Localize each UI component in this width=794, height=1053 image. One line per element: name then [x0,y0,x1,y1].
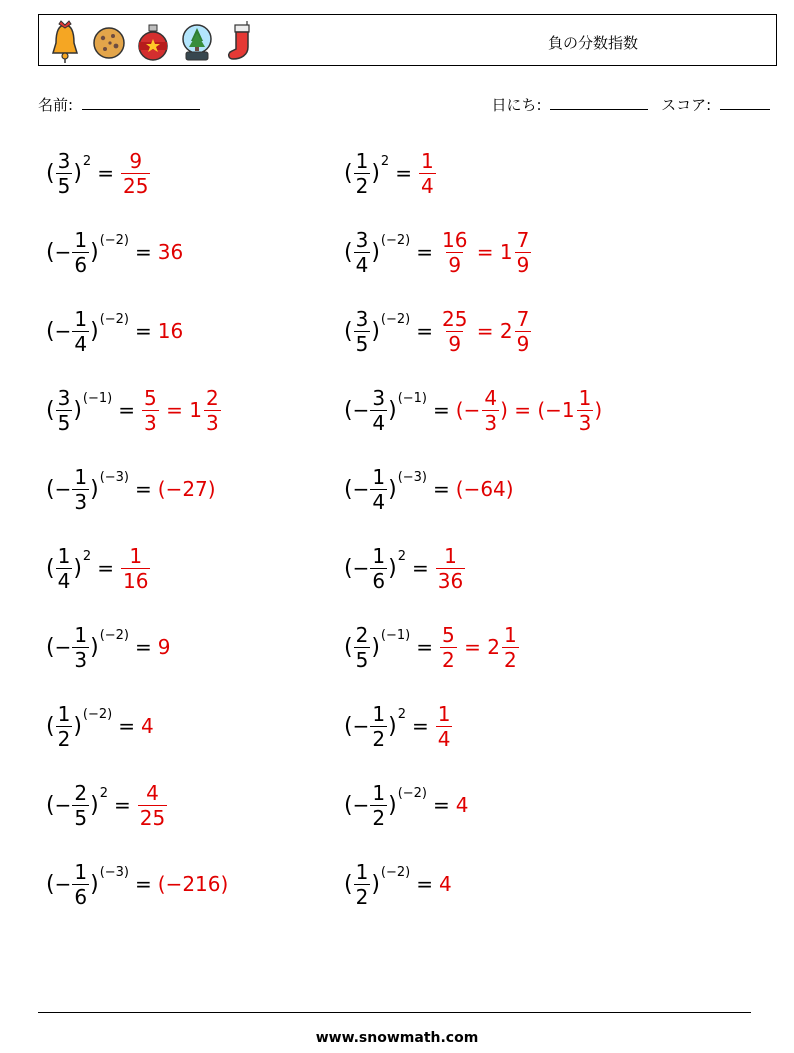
equals-sign: = [135,477,152,501]
problem-item [46,694,155,758]
base-denominator: 2 [372,726,386,751]
score-label: スコア: [661,96,712,114]
problem-row [46,615,766,694]
minus-sign: − [352,793,370,817]
minus-sign: − [54,477,72,501]
answer-numerator: 25 [442,306,468,331]
base-fraction [56,544,73,593]
close-paren: ) [73,397,82,423]
answer-fraction [515,307,532,356]
close-paren: ) [388,476,397,502]
problem-item [46,852,229,916]
problem-item [344,457,515,521]
equals-sign: = [395,161,412,185]
base-numerator: 3 [355,306,369,331]
close-paren: ) [371,160,380,186]
open-paren: ( [46,634,55,660]
exponent: (−1) [82,390,113,406]
ornament-icon [135,19,171,63]
base-fraction [354,860,371,909]
answer-text: = 2 [470,319,513,343]
close-paren: ) [371,239,380,265]
answer [141,386,222,435]
exponent: 2 [82,153,92,169]
problem-row [46,852,766,931]
answer-numerator: 4 [146,780,159,805]
equals-sign: = [118,714,135,738]
answer-denominator: 9 [516,331,530,356]
answer-numerator: 1 [420,148,434,173]
answer-text: = 2 [457,635,500,659]
open-paren: ( [46,555,55,581]
equals-sign: = [433,398,450,422]
equals-sign: = [416,319,433,343]
answer-fraction [436,702,453,751]
answer-numerator: 1 [129,543,143,568]
answer-numerator: 5 [144,385,157,410]
minus-sign: − [54,240,72,264]
answer-denominator: 25 [139,805,166,830]
close-paren: ) [371,871,380,897]
base-denominator: 5 [57,173,71,198]
problem-row [46,694,766,773]
answer-numerator: 1 [503,622,517,647]
minus-sign: − [54,319,72,343]
minus-sign: − [54,872,72,896]
base-fraction [72,228,89,277]
close-paren: ) [90,792,99,818]
worksheet-title: 負の分数指数 [547,34,638,52]
close-paren: ) [90,239,99,265]
base-fraction [354,228,371,277]
answer-fraction [436,544,465,593]
problem-item [344,615,520,679]
exponent: (−2) [99,311,129,327]
base-numerator: 1 [74,622,88,647]
answer-denominator: 2 [442,647,455,672]
answer [158,477,217,501]
answer-fraction [121,544,150,593]
base-numerator: 1 [74,227,88,252]
base-fraction [72,781,89,830]
answer-text: 36 [157,240,184,264]
base-numerator: 2 [355,622,369,647]
problem-item [46,536,151,600]
base-fraction [72,307,89,356]
open-paren: ( [344,555,353,581]
footer-divider [38,1012,751,1013]
answer-denominator: 4 [420,173,434,198]
base-fraction [370,544,387,593]
exponent: (−3) [99,469,129,485]
answer-numerator: 5 [442,622,455,647]
minus-sign: − [352,477,370,501]
open-paren: ( [344,634,353,660]
base-denominator: 6 [74,252,88,277]
equals-sign: = [433,477,450,501]
minus-sign: − [54,635,72,659]
answer [439,623,520,672]
answer [456,793,470,817]
answer [141,714,155,738]
open-paren: ( [46,792,55,818]
minus-sign: − [352,398,370,422]
base-denominator: 5 [355,331,369,356]
open-paren: ( [344,792,353,818]
base-denominator: 5 [74,805,88,830]
answer-text: (−27) [157,477,216,501]
equals-sign: = [118,398,135,422]
base-numerator: 3 [57,148,71,173]
answer [158,872,230,896]
base-denominator: 3 [74,647,88,672]
answer-text: ) [594,398,603,422]
close-paren: ) [388,792,397,818]
answer-fraction [440,228,469,277]
base-fraction [56,702,73,751]
minus-sign: − [352,556,370,580]
answer-fraction [502,623,519,672]
exponent: (−2) [99,232,129,248]
answer [456,477,515,501]
base-numerator: 3 [372,385,386,410]
answer-denominator: 3 [578,410,592,435]
date-label: 日にち: [491,96,542,114]
answer [435,702,454,751]
base-denominator: 5 [57,410,71,435]
answer-denominator: 9 [516,252,530,277]
problem-item [344,378,603,442]
open-paren: ( [46,397,55,423]
equals-sign: = [416,872,433,896]
exponent: (−1) [380,627,411,643]
base-denominator: 4 [57,568,71,593]
base-fraction [72,623,89,672]
answer-denominator: 4 [437,726,451,751]
problem-item [46,299,184,363]
base-denominator: 6 [74,884,88,909]
answer [439,228,532,277]
answer [158,635,172,659]
exponent: 2 [99,785,108,801]
answer-denominator: 16 [122,568,149,593]
answer-denominator: 3 [484,410,498,435]
stocking-icon [223,19,259,63]
exponent: (−2) [380,232,411,248]
base-denominator: 4 [372,410,386,435]
name-blank[interactable] [82,95,200,110]
problem-row [46,299,766,378]
exponent: 2 [380,153,390,169]
answer-numerator: 7 [516,306,530,331]
base-numerator: 3 [57,385,71,410]
answer [158,240,184,264]
answer-numerator: 1 [444,543,457,568]
close-paren: ) [90,871,99,897]
open-paren: ( [46,160,55,186]
answer-fraction [121,149,150,198]
answer [456,386,603,435]
problem-item [344,299,532,363]
base-denominator: 4 [372,489,386,514]
cookie-icon [91,19,127,63]
base-numerator: 1 [372,780,386,805]
answer-text: 4 [455,793,469,817]
answer-text: 4 [439,872,452,896]
answer-denominator: 3 [205,410,219,435]
equals-sign: = [416,240,433,264]
answer-numerator: 4 [484,385,498,410]
answer-fraction [440,623,457,672]
close-paren: ) [388,713,397,739]
problem-row [46,536,766,615]
equals-sign: = [416,635,433,659]
problem-item [46,220,184,284]
base-numerator: 1 [355,148,369,173]
problem-item [344,694,453,758]
answer-text: 4 [141,714,154,738]
answer-numerator: 2 [205,385,219,410]
date-blank[interactable] [550,95,648,110]
open-paren: ( [344,239,353,265]
base-denominator: 4 [74,331,88,356]
base-fraction [370,465,387,514]
name-field [38,94,200,115]
base-fraction [72,465,89,514]
answer-fraction [440,307,469,356]
answer-numerator: 9 [129,148,143,173]
base-numerator: 1 [74,464,88,489]
close-paren: ) [388,555,397,581]
exponent: 2 [397,548,406,564]
open-paren: ( [46,318,55,344]
base-numerator: 1 [74,306,88,331]
close-paren: ) [371,634,380,660]
open-paren: ( [344,713,353,739]
close-paren: ) [90,634,99,660]
answer [418,149,437,198]
answer [439,872,453,896]
exponent: (−2) [82,706,113,722]
problem-item [344,536,466,600]
answer-text: (−216) [157,872,229,896]
equals-sign: = [411,714,429,738]
answer-text: = 1 [159,398,202,422]
open-paren: ( [46,239,55,265]
base-numerator: 1 [57,543,71,568]
equals-sign: = [433,793,450,817]
answer-fraction [577,386,594,435]
open-paren: ( [344,397,353,423]
problem-row [46,220,766,299]
problem-row [46,773,766,852]
equals-sign: = [135,240,152,264]
answer-denominator: 25 [122,173,149,198]
exponent: (−1) [397,390,427,406]
answer [137,781,168,830]
problem-item [46,457,217,521]
base-denominator: 2 [355,884,369,909]
footer-url: www.snowmath.com [315,1030,479,1046]
exponent: 2 [82,548,92,564]
exponent: (−2) [99,627,129,643]
base-numerator: 1 [74,859,88,884]
answer-denominator: 3 [144,410,157,435]
close-paren: ) [73,555,82,581]
answer-fraction [204,386,221,435]
base-numerator: 1 [372,464,386,489]
answer-numerator: 7 [516,227,530,252]
score-blank[interactable] [720,95,770,110]
open-paren: ( [46,871,55,897]
answer [158,319,184,343]
base-fraction [354,149,371,198]
open-paren: ( [46,713,55,739]
answer-denominator: 2 [503,647,517,672]
base-fraction [56,386,73,435]
minus-sign: − [352,714,370,738]
base-fraction [370,702,387,751]
snow-globe-icon [179,19,215,63]
equals-sign: = [135,635,152,659]
base-fraction [370,386,387,435]
worksheet-header [38,14,777,66]
open-paren: ( [46,476,55,502]
base-numerator: 1 [57,701,71,726]
base-denominator: 2 [57,726,71,751]
bell-icon [47,19,83,63]
answer-fraction [419,149,436,198]
equals-sign: = [97,556,114,580]
base-numerator: 2 [74,780,88,805]
problem-item [46,141,151,205]
answer [439,307,532,356]
exponent: 2 [397,706,406,722]
base-numerator: 1 [355,859,369,884]
base-denominator: 4 [355,252,369,277]
open-paren: ( [344,318,353,344]
answer-fraction [138,781,167,830]
base-denominator: 6 [372,568,386,593]
base-fraction [354,307,371,356]
base-fraction [354,623,371,672]
base-denominator: 5 [355,647,369,672]
problem-item [46,773,168,837]
base-numerator: 1 [372,701,386,726]
equals-sign: = [135,872,152,896]
base-numerator: 3 [355,227,369,252]
answer-text: ) = (−1 [500,398,575,422]
answer-numerator: 1 [578,385,592,410]
problem-item [344,220,532,284]
close-paren: ) [388,397,397,423]
equals-sign: = [113,793,131,817]
minus-sign: − [54,793,72,817]
open-paren: ( [344,160,353,186]
exponent: (−2) [380,864,411,880]
problem-item [46,615,172,679]
open-paren: ( [344,871,353,897]
close-paren: ) [371,318,380,344]
name-label: 名前: [38,96,74,114]
exponent: (−2) [397,785,427,801]
open-paren: ( [344,476,353,502]
answer [120,149,151,198]
equals-sign: = [135,319,152,343]
date-score-field [492,94,770,115]
answer-text: 16 [157,319,184,343]
base-denominator: 2 [355,173,369,198]
problem-row [46,378,766,457]
close-paren: ) [73,713,82,739]
answer-fraction [482,386,499,435]
equals-sign: = [411,556,429,580]
answer-text: (− [455,398,481,422]
answer-numerator: 1 [437,701,451,726]
base-denominator: 3 [74,489,88,514]
answer-fraction [515,228,532,277]
answer-text: (−64) [455,477,514,501]
problem-row [46,457,766,536]
exponent: (−2) [380,311,411,327]
close-paren: ) [90,476,99,502]
base-denominator: 2 [372,805,386,830]
header-icons [47,19,259,63]
problem-item [344,773,470,837]
answer [120,544,151,593]
answer-fraction [142,386,159,435]
base-fraction [72,860,89,909]
exponent: (−3) [397,469,427,485]
close-paren: ) [73,160,82,186]
exponent: (−3) [99,864,129,880]
answer [435,544,466,593]
base-fraction [370,781,387,830]
problem-item [344,852,453,916]
problem-item [344,141,437,205]
answer-denominator: 9 [448,331,462,356]
base-numerator: 1 [372,543,386,568]
answer-denominator: 36 [437,568,464,593]
problem-item [46,378,222,442]
answer-numerator: 16 [442,227,468,252]
equals-sign: = [97,161,114,185]
answer-text: = 1 [470,240,513,264]
answer-denominator: 9 [448,252,462,277]
close-paren: ) [90,318,99,344]
problem-row [46,141,766,220]
base-fraction [56,149,73,198]
answer-text: 9 [157,635,171,659]
